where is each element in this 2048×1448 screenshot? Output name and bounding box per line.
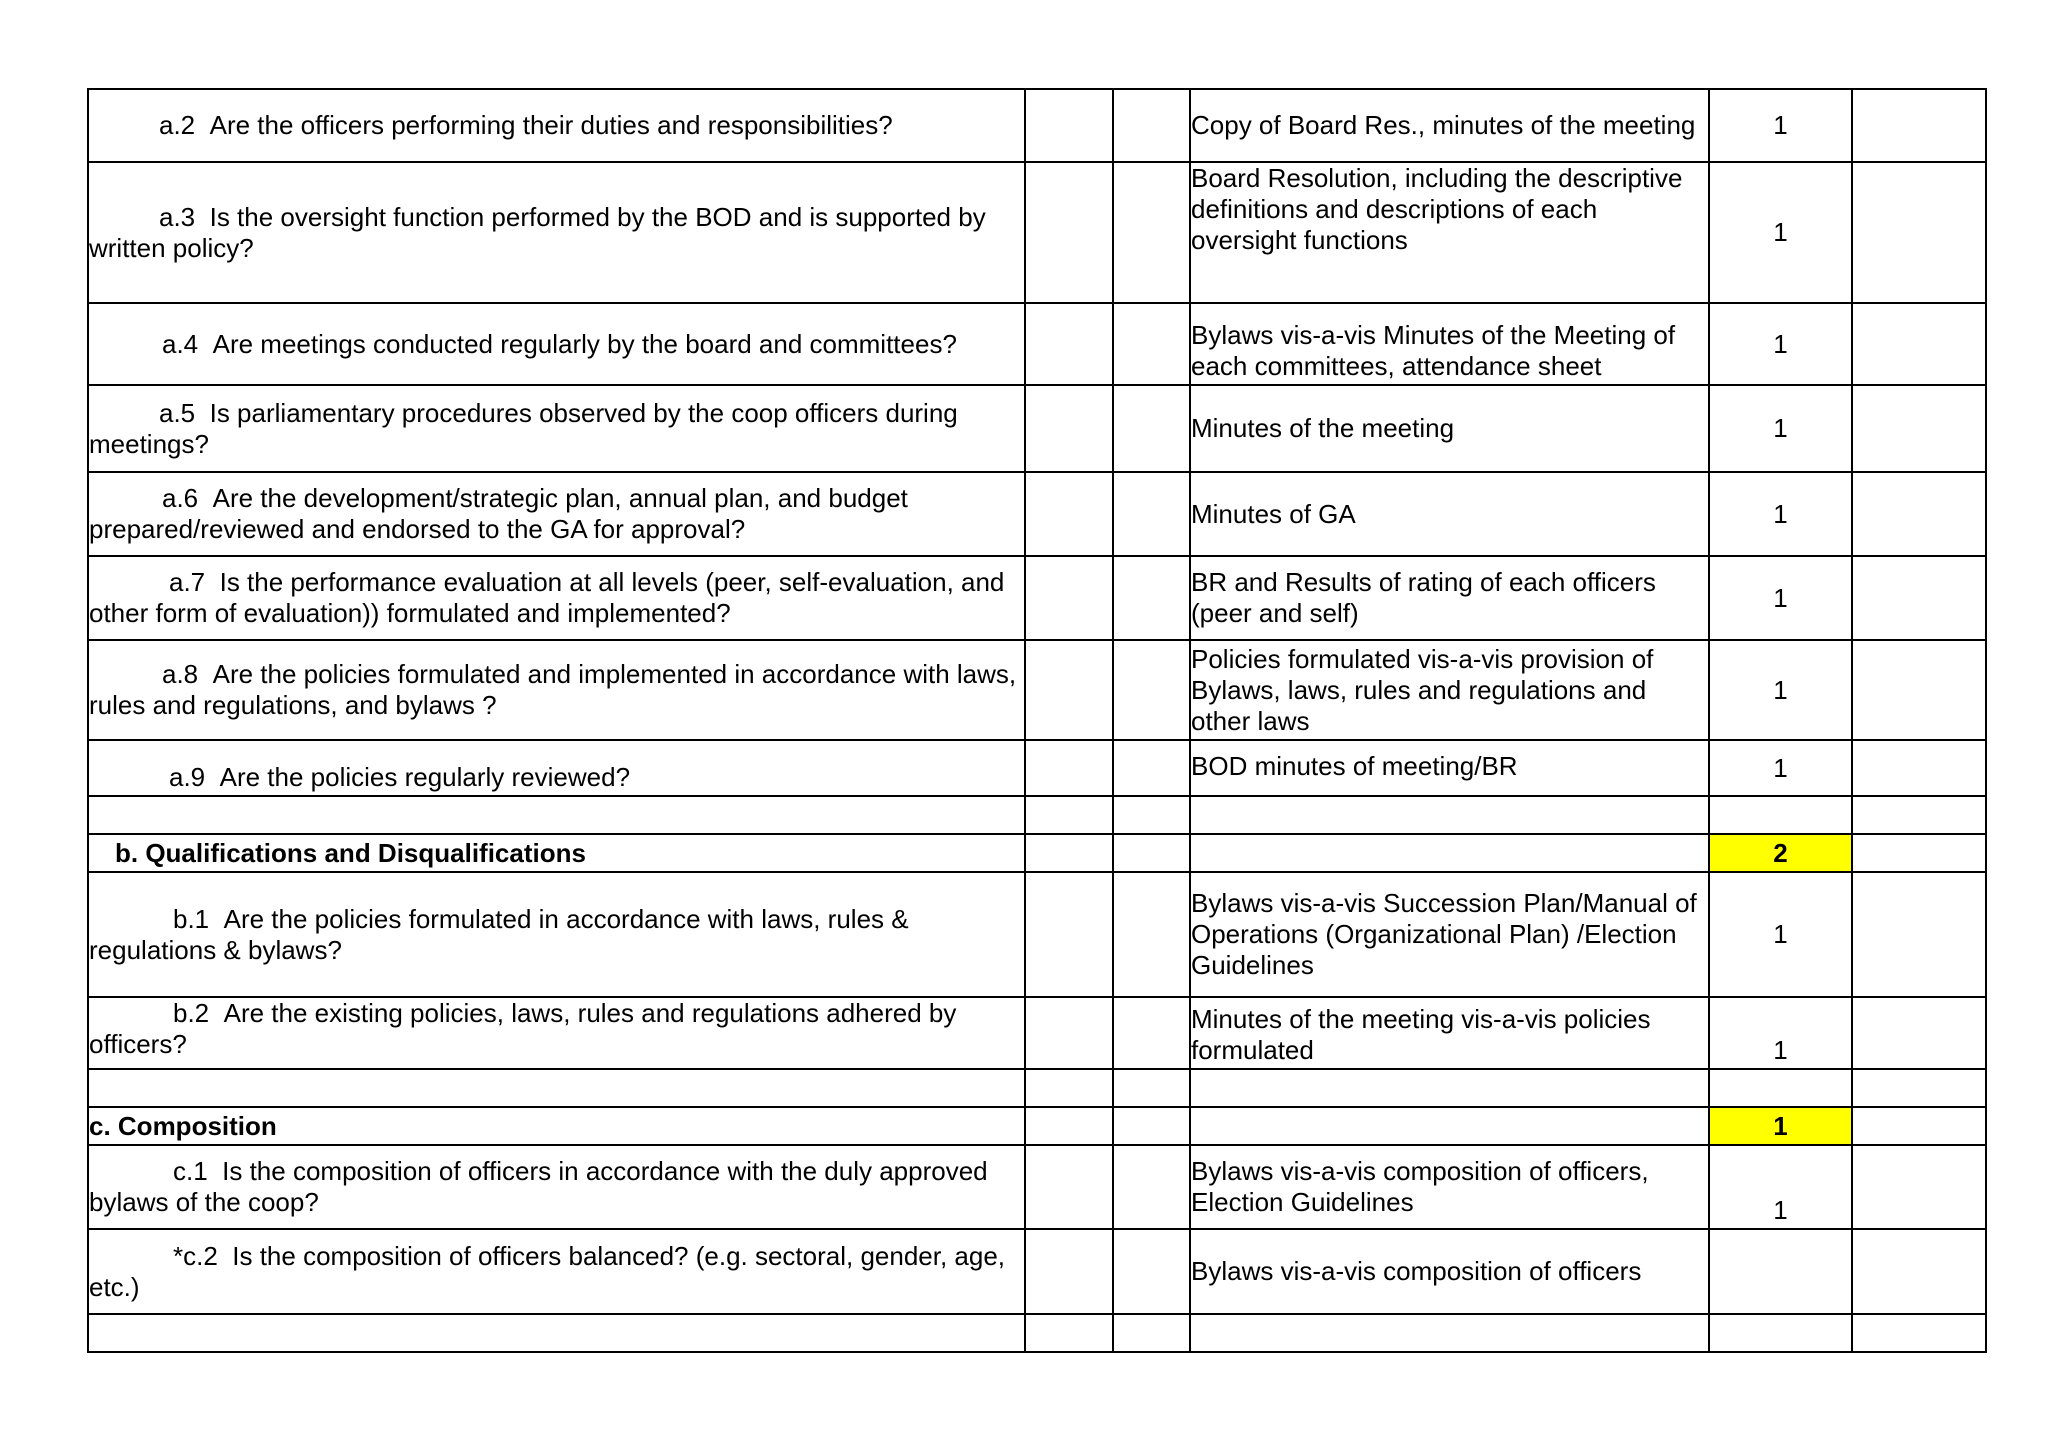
table-row [88,997,1986,1069]
no-cell [1113,997,1190,1069]
section-title: c. Composition [89,1110,277,1141]
yes-cell [1025,872,1113,997]
question-cell [88,1229,1025,1314]
evidence-cell: BR and Results of rating of each officers (peer and self) [1190,556,1709,640]
no-cell [1113,1145,1190,1229]
table-row [88,640,1986,740]
evidence-cell: Minutes of the meeting [1190,385,1709,472]
no-cell [1113,740,1190,796]
table-row [88,89,1986,162]
section-points-cell: 1 [1709,1107,1852,1145]
remarks-cell [1852,997,1986,1069]
item-number: a.4 [162,328,199,359]
evidence-cell: Minutes of GA [1190,472,1709,556]
points-cell: 1 [1709,89,1852,162]
remarks-cell [1852,1229,1986,1314]
blank-row [88,1314,1986,1352]
points-cell: 1 [1709,997,1852,1069]
remarks-cell [1852,872,1986,997]
yes-cell [1025,640,1113,740]
section-title-cell [88,1107,1025,1145]
evidence-cell: Bylaws vis-a-vis composition of officers, Election Guidelines [1190,1145,1709,1229]
points-cell: 1 [1709,162,1852,303]
remarks-cell [1852,740,1986,796]
yes-cell [1025,472,1113,556]
item-question: Are the policies regularly reviewed? [219,762,631,792]
item-question: Is the performance evaluation at all levels (peer, self-evaluation, and other form of evaluation)) formulated and implemented? [89,567,1005,628]
points-cell: 1 [1709,472,1852,556]
yes-cell [1025,1145,1113,1229]
question-cell [88,472,1025,556]
points-cell: 1 [1709,1145,1852,1229]
evidence-cell: BOD minutes of meeting/BR [1190,740,1709,796]
question-cell [88,1145,1025,1229]
remarks-cell [1852,162,1986,303]
question-cell [88,872,1025,997]
item-question: Are the development/strategic plan, annual plan, and budget prepared/reviewed and endorsed to the GA for approval? [89,483,908,544]
item-number: *c.2 [173,1240,218,1271]
evidence-cell: Bylaws vis-a-vis Succession Plan/Manual of Operations (Organizational Plan) /Election Guidelines [1190,872,1709,997]
section-points-cell: 2 [1709,834,1852,872]
item-number: a.2 [159,110,196,140]
remarks-cell [1852,640,1986,740]
no-cell [1113,872,1190,997]
yes-cell [1025,385,1113,472]
no-cell [1113,1229,1190,1314]
points-cell: 1 [1709,872,1852,997]
remarks-cell [1852,385,1986,472]
evidence-cell: Copy of Board Res., minutes of the meeting [1190,89,1709,162]
points-cell: 1 [1709,740,1852,796]
section-row [88,834,1986,872]
table-row [88,872,1986,997]
question-cell [88,640,1025,740]
table-row [88,1145,1986,1229]
remarks-cell [1852,303,1986,385]
yes-cell [1025,1229,1113,1314]
no-cell [1113,303,1190,385]
item-question: Are the existing policies, laws, rules and regulations adhered by officers? [89,998,957,1059]
table-row [88,556,1986,640]
item-question: Is the composition of officers in accordance with the duly approved bylaws of the coop? [89,1156,988,1217]
section-title-cell [88,834,1025,872]
question-cell [88,303,1025,385]
item-number: c.1 [173,1156,208,1186]
remarks-cell [1852,89,1986,162]
no-cell [1113,89,1190,162]
item-question: Is the composition of officers balanced? (e.g. sectoral, gender, age, etc.) [89,1240,1006,1302]
table-row [88,1229,1986,1314]
yes-cell [1025,740,1113,796]
remarks-cell [1852,472,1986,556]
item-number: a.9 [169,762,206,792]
no-cell [1113,556,1190,640]
yes-cell [1025,303,1113,385]
no-cell [1113,162,1190,303]
item-number: b.1 [173,903,210,934]
points-cell: 1 [1709,385,1852,472]
item-number: a.3 [159,201,196,232]
points-cell: 1 [1709,556,1852,640]
yes-cell [1025,556,1113,640]
evidence-cell: Bylaws vis-a-vis Minutes of the Meeting of each committees, attendance sheet [1190,303,1709,385]
item-question: Are meetings conducted regularly by the board and committees? [212,328,957,359]
table-row [88,472,1986,556]
item-question: Is parliamentary procedures observed by the coop officers during meetings? [89,397,958,459]
remarks-cell [1852,1145,1986,1229]
evidence-cell: Bylaws vis-a-vis composition of officers [1190,1229,1709,1314]
section-row [88,1107,1986,1145]
question-cell [88,556,1025,640]
remarks-cell [1852,556,1986,640]
blank-row [88,1069,1986,1107]
evidence-cell: Board Resolution, including the descriptive definitions and descriptions of each oversight functions [1190,162,1709,303]
item-number: a.8 [162,659,199,689]
item-number: a.7 [169,567,206,597]
question-cell [88,89,1025,162]
evidence-cell: Minutes of the meeting vis-a-vis policies formulated [1190,997,1709,1069]
table-row [88,385,1986,472]
no-cell [1113,472,1190,556]
item-question: Is the oversight function performed by the BOD and is supported by written policy? [89,201,986,263]
item-number: a.6 [162,483,199,513]
points-cell [1709,1229,1852,1314]
yes-cell [1025,162,1113,303]
question-cell [88,997,1025,1069]
table-row [88,162,1986,303]
section-title: b. Qualifications and Disqualifications [115,837,586,868]
item-question: Are the officers performing their duties and responsibilities? [209,110,893,140]
evidence-cell: Policies formulated vis-a-vis provision of Bylaws, laws, rules and regulations and other laws [1190,640,1709,740]
question-cell [88,385,1025,472]
item-question: Are the policies formulated in accordance with laws, rules & regulations & bylaws? [89,903,909,965]
yes-cell [1025,89,1113,162]
item-number: b.2 [173,998,210,1028]
yes-cell [1025,997,1113,1069]
points-cell: 1 [1709,640,1852,740]
evaluation-table [87,88,1987,1353]
question-cell [88,740,1025,796]
points-cell: 1 [1709,303,1852,385]
table-row [88,303,1986,385]
no-cell [1113,385,1190,472]
item-question: Are the policies formulated and implemented in accordance with laws, rules and regulations, and bylaws ? [89,659,1017,720]
blank-row [88,796,1986,834]
table-row [88,740,1986,796]
question-cell [88,162,1025,303]
no-cell [1113,640,1190,740]
item-number: a.5 [159,397,196,428]
